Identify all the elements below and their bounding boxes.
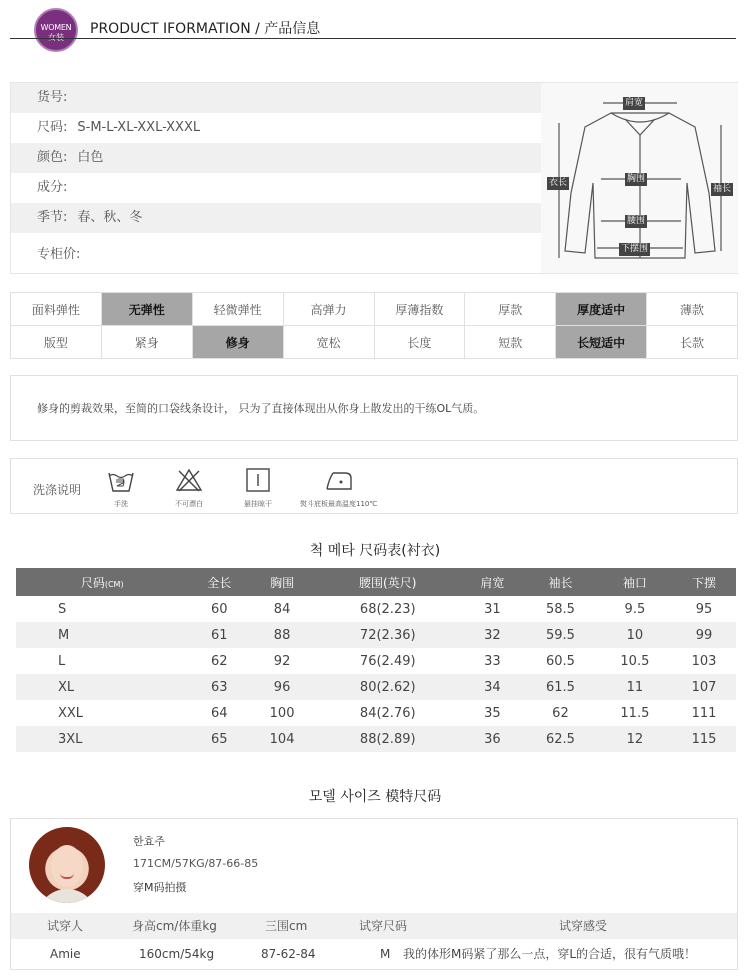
product-info-box (10, 82, 738, 274)
info-row-material (11, 173, 541, 203)
fit-table-row (11, 939, 737, 969)
attr-cell: 短款 (465, 326, 556, 359)
care-item-line-dry (243, 467, 273, 509)
size-label-cell: L (58, 653, 66, 669)
care-item-iron (300, 467, 377, 509)
info-label: 货号: (37, 90, 68, 105)
attr-cell-selected: 厚度适中 (556, 293, 647, 326)
care-item-hand-wash (106, 467, 136, 509)
attr-cell: 高弹力 (283, 293, 374, 326)
fit-cell: 160cm/54kg (139, 947, 215, 961)
care-item-no-bleach (174, 467, 204, 509)
size-value-cell: 68(2.23) (359, 601, 416, 617)
label-chest: 胸围 (627, 174, 646, 184)
hand-wash-icon (106, 467, 136, 493)
header-cell: 胸围 (250, 568, 314, 596)
care-caption: 手洗 (114, 500, 128, 508)
size-value-cell: 80(2.62) (314, 674, 462, 700)
fit-cell: 我的体形M码紧了那么一点，穿L的合适，很有气质哦！ (403, 947, 697, 961)
section-title: PRODUCT IFORMATION / 产品信息 (90, 21, 321, 37)
size-label-cell: S (58, 601, 67, 617)
attr-cell: 薄款 (647, 293, 738, 326)
size-value-cell: 9.5 (624, 601, 646, 617)
attr-cell: 长款 (647, 326, 738, 359)
size-chart-table (16, 568, 736, 752)
size-value-cell: 65 (188, 726, 250, 752)
care-title: 洗涤说明 (33, 483, 82, 497)
table-row (16, 726, 736, 752)
size-value-cell: 59.5 (523, 622, 597, 648)
fit-cell: M (380, 947, 391, 961)
fit-cell: 87-62-84 (261, 947, 316, 961)
size-value-cell: 99 (672, 622, 736, 648)
info-label: 成分: (37, 180, 68, 195)
size-value-cell: 31 (484, 601, 501, 617)
header-cell-size (16, 568, 188, 596)
size-value-cell: 36 (462, 726, 524, 752)
size-chart-header (16, 568, 736, 596)
size-value-cell: 32 (462, 622, 524, 648)
header-cell: 下摆 (672, 568, 736, 596)
size-value-cell: 92 (273, 653, 291, 669)
care-instructions (10, 458, 738, 514)
fit-header-cell: 试穿尺码 (359, 919, 408, 933)
info-label: 颜色: (37, 150, 68, 165)
model-wear-size: 穿M码拍摄 (133, 881, 187, 894)
label-shoulder: 肩宽 (625, 98, 644, 108)
attr-cell: 厚薄指数 (374, 293, 465, 326)
model-size-title: 모델 사이즈 模特尺码 (308, 789, 442, 805)
attr-cell: 宽松 (283, 326, 374, 359)
product-description: 修身的剪裁效果，至简的口袋线条设计， 只为了直接体现出从你身上散发出的干练OL气质。 (10, 375, 738, 441)
label-sleeve: 袖长 (713, 184, 732, 194)
size-label-cell: XXL (58, 705, 84, 721)
size-label-cell: XL (16, 674, 188, 700)
info-value: S-M-L-XL-XXL-XXXL (77, 120, 201, 135)
attr-cell: 轻微弹性 (192, 293, 283, 326)
attr-cell: 长度 (374, 326, 465, 359)
attribute-row-elasticity (11, 293, 738, 326)
size-value-cell: 104 (250, 726, 314, 752)
attr-cell: 厚款 (465, 293, 556, 326)
attr-cell-selected: 修身 (192, 326, 283, 359)
table-row (16, 700, 736, 726)
header-cell: 袖长 (523, 568, 597, 596)
label-length: 衣长 (549, 178, 568, 188)
size-value-cell: 10.5 (620, 653, 650, 669)
table-row (16, 596, 736, 622)
size-value-cell: 63 (188, 674, 250, 700)
size-value-cell: 100 (269, 705, 295, 721)
info-row-season (11, 203, 541, 233)
shirt-measure-diagram (541, 83, 738, 273)
fit-header-cell: 三围cm (265, 919, 308, 933)
header-cell: 肩宽 (462, 568, 524, 596)
info-label: 季节: (37, 210, 68, 225)
attr-cell-selected: 长短适中 (556, 326, 647, 359)
model-size-box (10, 818, 738, 970)
attr-cell: 版型 (11, 326, 102, 359)
size-value-cell: 35 (484, 705, 501, 721)
no-bleach-icon (174, 467, 204, 493)
label-waist: 腰围 (627, 216, 646, 226)
attr-cell: 紧身 (101, 326, 192, 359)
page-header (0, 0, 750, 50)
size-value-cell: 115 (672, 726, 736, 752)
size-value-cell: 58.5 (545, 601, 575, 617)
info-value: 春、秋、冬 (77, 210, 143, 225)
fit-header-cell: 试穿人 (47, 919, 84, 933)
size-value-cell: 11 (598, 674, 672, 700)
info-row-size (11, 113, 541, 143)
header-divider (10, 38, 736, 39)
size-value-cell: 33 (484, 653, 501, 669)
header-cell: 腰围(英尺) (314, 568, 462, 596)
table-row (16, 622, 736, 648)
info-label: 尺码: (37, 120, 68, 135)
size-value-cell: 88(2.89) (314, 726, 462, 752)
label-hem: 下摆围 (621, 244, 649, 254)
table-row (16, 648, 736, 674)
model-avatar (29, 827, 105, 903)
size-value-cell: 11.5 (620, 705, 650, 721)
header-size-label: 尺码 (80, 575, 105, 590)
size-chart-body (16, 596, 736, 752)
size-value-cell: 76(2.49) (359, 653, 416, 669)
size-value-cell: 34 (462, 674, 524, 700)
size-label-cell: M (16, 622, 188, 648)
care-caption: 熨斗底板最高温度110℃ (300, 500, 378, 508)
info-row-price (11, 233, 541, 277)
header-cell: 全长 (188, 568, 250, 596)
size-value-cell: 60 (211, 601, 228, 617)
table-row (16, 674, 736, 700)
size-value-cell: 111 (691, 705, 717, 721)
size-value-cell: 88 (250, 622, 314, 648)
care-caption: 悬挂晾干 (244, 500, 272, 508)
info-value: 白色 (77, 150, 104, 165)
header-cell: 袖口 (598, 568, 672, 596)
size-value-cell: 62 (211, 653, 228, 669)
size-value-cell: 84 (273, 601, 291, 617)
attr-cell-selected: 无弹性 (101, 293, 192, 326)
attr-cell: 面料弹性 (11, 293, 102, 326)
header-size-unit: (CM) (104, 579, 124, 589)
size-value-cell: 96 (250, 674, 314, 700)
size-chart-title: 척 메타 尺码表(衬衣) (309, 543, 441, 559)
attribute-row-fit (11, 326, 738, 359)
fit-header-cell: 身高cm/体重kg (132, 919, 217, 933)
model-name: 한효주 (133, 835, 165, 848)
size-value-cell: 72(2.36) (314, 622, 462, 648)
size-value-cell: 64 (211, 705, 228, 721)
size-value-cell: 95 (695, 601, 713, 617)
size-value-cell: 103 (691, 653, 717, 669)
info-row-color (11, 143, 541, 173)
iron-icon (321, 467, 357, 493)
size-value-cell: 62.5 (523, 726, 597, 752)
size-value-cell: 12 (598, 726, 672, 752)
size-label-cell: 3XL (16, 726, 188, 752)
attribute-grid (10, 292, 738, 359)
fit-cell: Amie (50, 947, 81, 961)
size-value-cell: 61.5 (523, 674, 597, 700)
model-stats: 171CM/57KG/87-66-85 (133, 857, 259, 870)
fit-table-header (11, 913, 737, 939)
badge-top-text: WOMEN (40, 23, 72, 32)
fit-header-cell: 试穿感受 (559, 919, 608, 933)
info-label: 专柜价: (37, 247, 81, 262)
size-value-cell: 107 (672, 674, 736, 700)
info-row-sku (11, 83, 541, 113)
size-value-cell: 61 (188, 622, 250, 648)
size-value-cell: 10 (598, 622, 672, 648)
women-badge (34, 8, 78, 52)
size-value-cell: 60.5 (545, 653, 575, 669)
size-value-cell: 62 (552, 705, 569, 721)
size-value-cell: 84(2.76) (359, 705, 416, 721)
line-dry-icon (243, 467, 273, 493)
care-caption: 不可漂白 (175, 500, 203, 508)
